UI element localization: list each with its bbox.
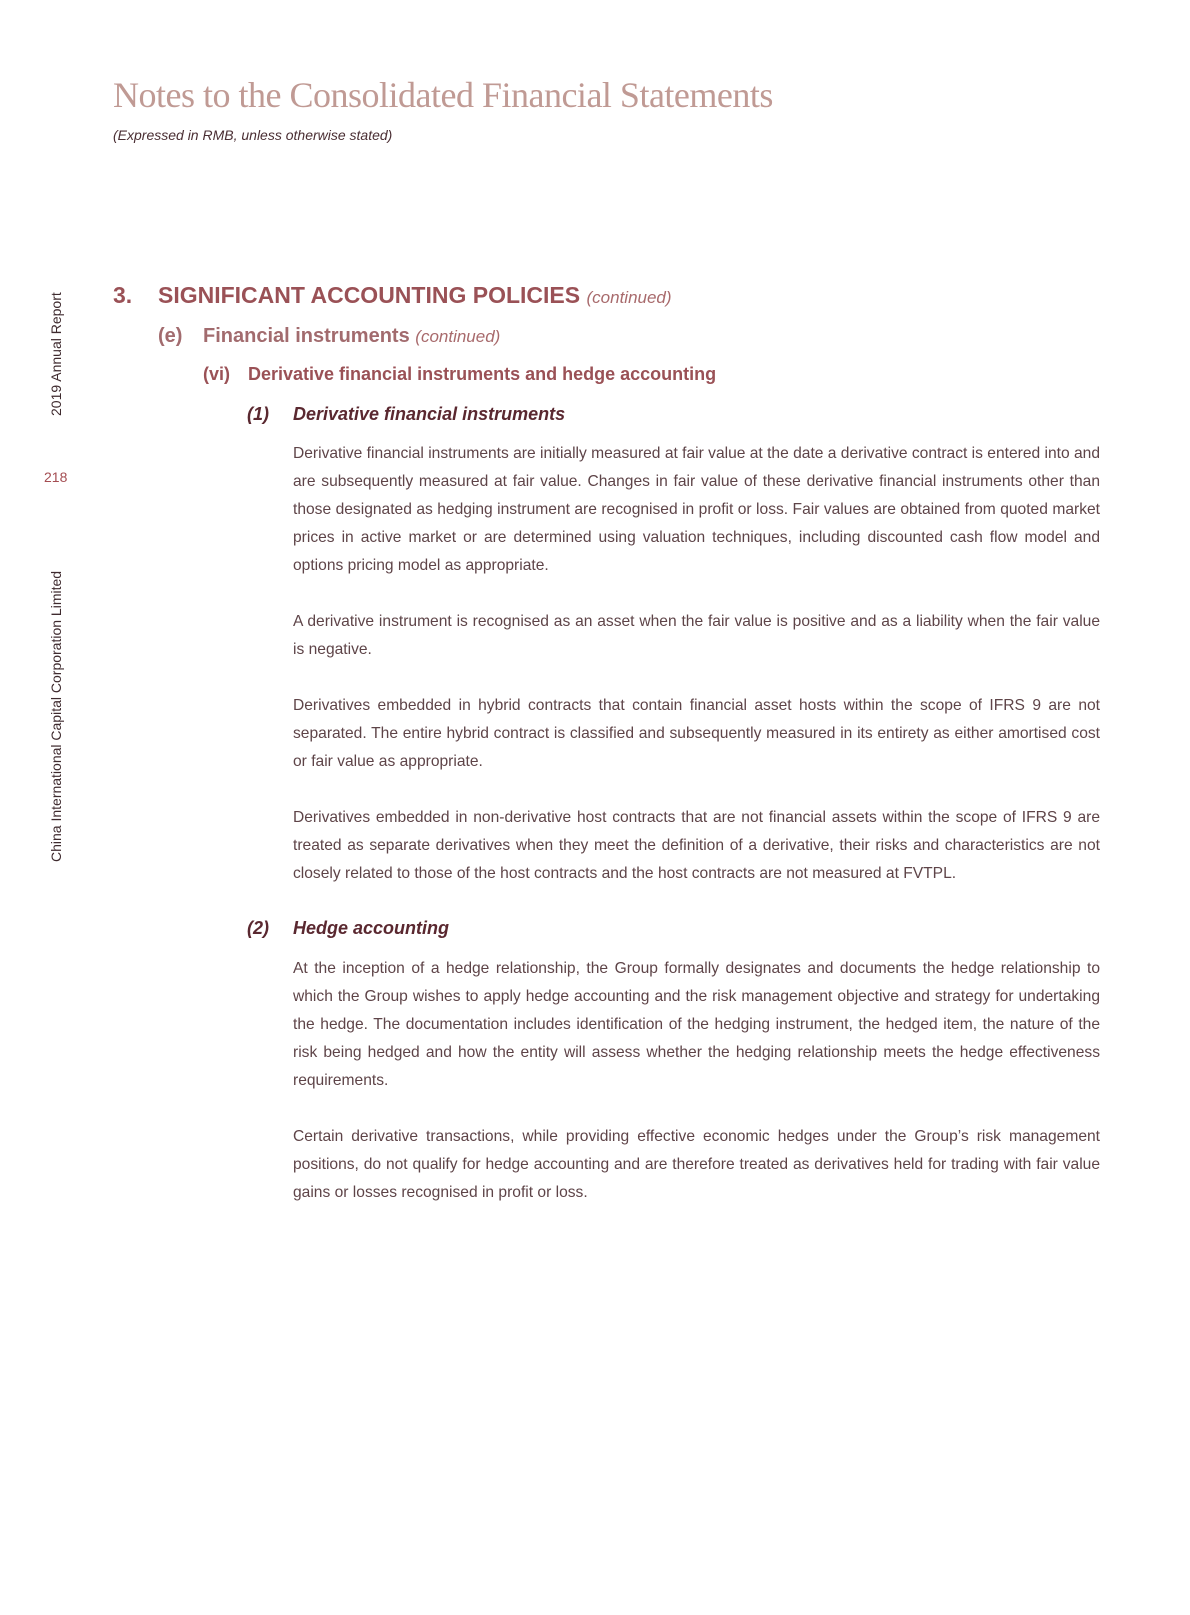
part-1-title: Derivative financial instruments	[293, 404, 566, 424]
section-continued: (continued)	[586, 288, 672, 307]
page-subtitle: (Expressed in RMB, unless otherwise stated)	[113, 127, 393, 143]
section-title: SIGNIFICANT ACCOUNTING POLICIES	[158, 282, 581, 308]
subsection-continued: (continued)	[415, 327, 501, 346]
paragraph: Derivatives embedded in non-derivative host contracts that are not financial assets within the scope of IFRS 9 are treated as separate derivatives when they meet the definition of a derivative, their risks and characteristics are not closely related to those of the host contracts and the host contracts are not measured at FVTPL.	[293, 809, 1100, 882]
paragraph: Derivative financial instruments are initially measured at fair value at the date a derivative contract is entered into and are subsequently measured at fair value. Changes in fair value of these derivative financial instruments other than those designated as hedging instrument are recognised in profit or loss. Fair values are obtained from quoted market prices in active market or are determined using valuation techniques, including discounted cash flow model and options pricing model as appropriate.	[293, 445, 1100, 574]
part-2-label: (2)	[247, 918, 269, 938]
item-title: Derivative financial instruments and hedge accounting	[248, 364, 717, 384]
subsection-label: (e)	[158, 325, 183, 347]
section-number: 3.	[113, 282, 133, 308]
section-heading	[158, 282, 672, 309]
subsection-heading	[203, 325, 500, 348]
paragraph: At the inception of a hedge relationship, the Group formally designates and documents the hedge relationship to which the Group wishes to apply hedge accounting and the risk management objective and strategy for undertaking the hedge. The documentation includes identification of the hedging instrument, the hedged item, the nature of the risk being hedged and how the entity will assess whether the hedging relationship meets the hedge effectiveness requirements.	[293, 960, 1100, 1089]
part-2-title: Hedge accounting	[293, 918, 450, 938]
page-title: Notes to the Consolidated Financial Statements	[113, 75, 773, 115]
part-1-label: (1)	[247, 404, 269, 424]
paragraph: A derivative instrument is recognised as an asset when the fair value is positive and as a liability when the fair value is negative.	[293, 613, 1100, 658]
sidebar-company-name: China International Capital Corporation Limited	[48, 570, 64, 862]
paragraph: Derivatives embedded in hybrid contracts that contain financial asset hosts within the scope of IFRS 9 are not separated. The entire hybrid contract is classified and subsequently measured in its entirety as either amortised cost or fair value as appropriate.	[293, 697, 1100, 770]
page-number: 218	[44, 469, 68, 485]
item-label: (vi)	[203, 364, 230, 384]
paragraph: Certain derivative transactions, while providing effective economic hedges under the Group’s risk management positions, do not qualify for hedge accounting and are therefore treated as derivatives held for trading with fair value gains or losses recognised in profit or loss.	[293, 1128, 1100, 1201]
sidebar-report-year: 2019 Annual Report	[48, 292, 64, 416]
subsection-title: Financial instruments	[203, 325, 410, 347]
